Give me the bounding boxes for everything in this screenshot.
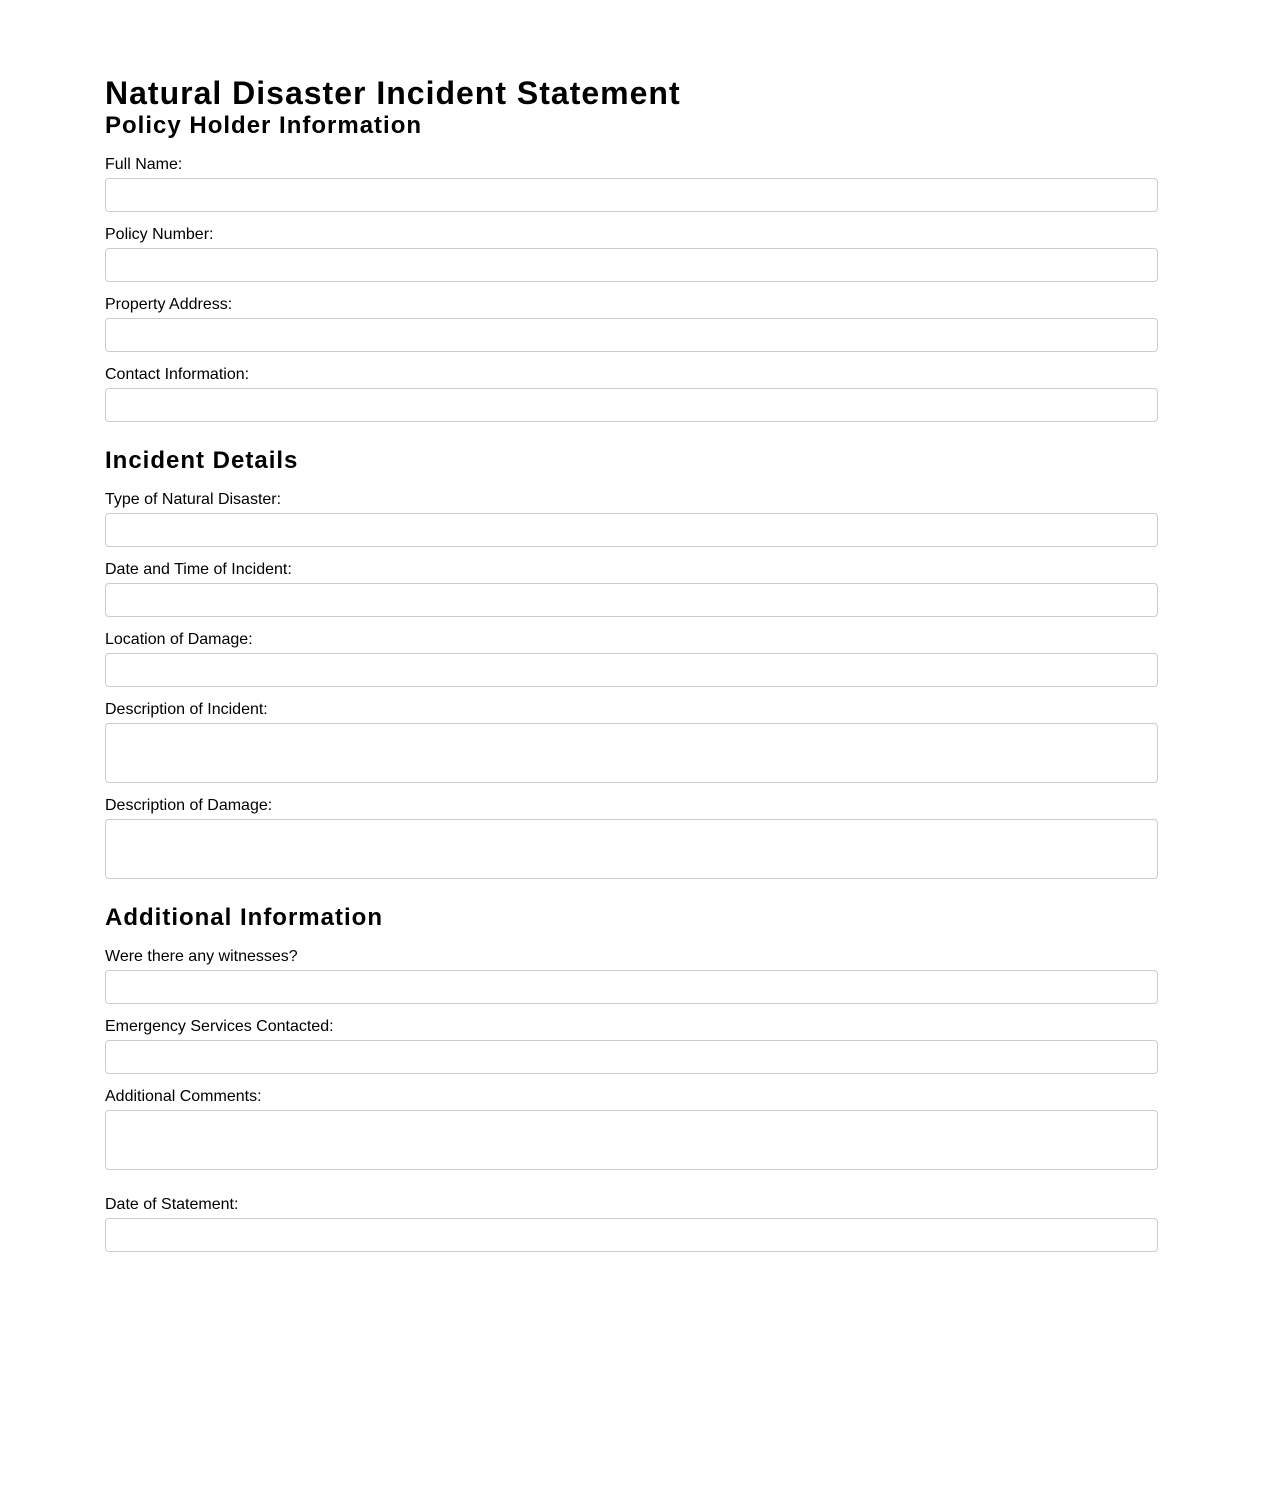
field-label: Description of Damage: — [105, 797, 273, 814]
field-contact-information — [105, 365, 1158, 422]
field-label: Type of Natural Disaster: — [105, 491, 282, 508]
policy-number-input[interactable] — [105, 248, 1158, 282]
field-label: Date and Time of Incident: — [105, 561, 292, 578]
field-label: Date of Statement: — [105, 1196, 239, 1213]
section-heading: Policy Holder Information — [105, 112, 423, 139]
incident-description-textarea[interactable] — [105, 723, 1158, 783]
date-of-statement-input[interactable] — [105, 1218, 1158, 1252]
field-label: Additional Comments: — [105, 1088, 262, 1105]
field-damage-description — [105, 796, 1158, 879]
field-additional-comments — [105, 1087, 1158, 1170]
damage-location-input[interactable] — [105, 653, 1158, 687]
field-label: Were there any witnesses? — [105, 948, 298, 965]
section-heading: Additional Information — [105, 904, 383, 931]
witnesses-input[interactable] — [105, 970, 1158, 1004]
emergency-services-input[interactable] — [105, 1040, 1158, 1074]
section-heading: Incident Details — [105, 447, 299, 474]
field-label: Emergency Services Contacted: — [105, 1018, 334, 1035]
field-label: Location of Damage: — [105, 631, 253, 648]
field-incident-datetime — [105, 560, 1158, 617]
field-policy-number — [105, 225, 1158, 282]
full-name-input[interactable] — [105, 178, 1158, 212]
field-disaster-type — [105, 490, 1158, 547]
additional-comments-textarea[interactable] — [105, 1110, 1158, 1170]
disaster-type-input[interactable] — [105, 513, 1158, 547]
section-policy-holder — [105, 112, 1158, 422]
field-label: Full Name: — [105, 156, 183, 173]
section-additional-information — [105, 904, 1158, 1170]
section-incident-details — [105, 447, 1158, 879]
damage-description-textarea[interactable] — [105, 819, 1158, 879]
incident-statement-form — [105, 74, 1158, 1265]
field-label: Property Address: — [105, 296, 233, 313]
field-property-address — [105, 295, 1158, 352]
field-incident-description — [105, 700, 1158, 783]
field-emergency-services — [105, 1017, 1158, 1074]
field-label: Description of Incident: — [105, 701, 268, 718]
incident-datetime-input[interactable] — [105, 583, 1158, 617]
field-label: Contact Information: — [105, 366, 250, 383]
field-label: Policy Number: — [105, 226, 214, 243]
property-address-input[interactable] — [105, 318, 1158, 352]
field-full-name — [105, 155, 1158, 212]
field-date-of-statement — [105, 1195, 1158, 1252]
field-damage-location — [105, 630, 1158, 687]
contact-information-input[interactable] — [105, 388, 1158, 422]
field-witnesses — [105, 947, 1158, 1004]
page-title: Natural Disaster Incident Statement — [105, 75, 681, 111]
